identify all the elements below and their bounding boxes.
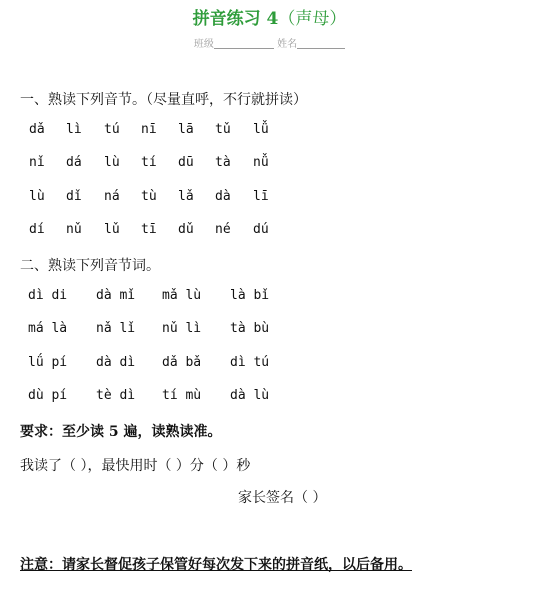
syllable: lā — [178, 122, 194, 137]
syllable: lì — [66, 122, 82, 137]
reading-record-line: 我读了（ ），最快用时（ ）分（ ）秒 — [20, 458, 251, 474]
syllable: lǔ — [104, 222, 120, 237]
requirement-text: 要求：至少读 5 遍，读熟读准。 — [20, 424, 222, 440]
syllable: nī — [141, 122, 157, 137]
syllable: dú — [253, 222, 269, 237]
syllable: dǔ — [178, 222, 194, 237]
syllable-word: tí mù — [162, 388, 202, 403]
syllable-word: nǎ lǐ — [96, 321, 136, 336]
syllable: tǔ — [215, 122, 231, 137]
name-blank[interactable] — [297, 37, 345, 49]
syllable: lǚ — [253, 122, 269, 137]
syllable-word: dù pí — [28, 388, 68, 403]
syllable-word: tà bù — [230, 321, 270, 336]
student-info-line — [0, 35, 539, 50]
notice-text: 注意：请家长督促孩子保管好每次发下来的拼音纸，以后备用。 — [20, 557, 412, 573]
syllable-word: nǔ lì — [162, 321, 202, 336]
syllable: ná — [104, 189, 120, 204]
class-label: 班级 — [193, 39, 214, 50]
syllable: tà — [215, 155, 231, 170]
syllable-word: là bǐ — [230, 288, 270, 303]
syllable: dà — [215, 189, 231, 204]
syllable: dá — [66, 155, 82, 170]
syllable: dū — [178, 155, 194, 170]
syllable: dǐ — [66, 189, 82, 204]
syllable: dí — [29, 222, 45, 237]
title-main: 拼音练习 4 — [192, 9, 279, 29]
syllable: nǐ — [29, 155, 45, 170]
syllable: tú — [104, 122, 120, 137]
syllable-word: dǎ bǎ — [162, 355, 202, 370]
syllable-word: dì tú — [230, 355, 270, 370]
syllable: tī — [141, 222, 157, 237]
syllable-word: dà mǐ — [96, 288, 136, 303]
syllable-word: dà dì — [96, 355, 136, 370]
syllable: tù — [141, 189, 157, 204]
syllable: nǚ — [253, 155, 269, 170]
syllable-word: dì di — [28, 288, 68, 303]
syllable: tí — [141, 155, 157, 170]
class-blank[interactable] — [214, 37, 274, 49]
syllable: lǎ — [178, 189, 194, 204]
syllable-word: má là — [28, 321, 68, 336]
syllable: lù — [104, 155, 120, 170]
syllable-word: dà lù — [230, 388, 270, 403]
section1-heading: 一、熟读下列音节。（尽量直呼，不行就拼读） — [20, 92, 307, 108]
syllable: dǎ — [29, 122, 45, 137]
syllable: né — [215, 222, 231, 237]
worksheet-title — [0, 4, 539, 29]
section2-heading: 二、熟读下列音节词。 — [20, 258, 160, 274]
syllable: lī — [253, 189, 269, 204]
syllable: lù — [29, 189, 45, 204]
syllable-word: mǎ lù — [162, 288, 202, 303]
syllable: nǔ — [66, 222, 82, 237]
syllable-word: lǘ pí — [28, 355, 68, 370]
syllable-word: tè dì — [96, 388, 136, 403]
parent-signature-line: 家长签名（ ） — [238, 490, 327, 506]
title-suffix: （声母） — [278, 9, 347, 29]
name-label: 姓名 — [277, 39, 298, 50]
